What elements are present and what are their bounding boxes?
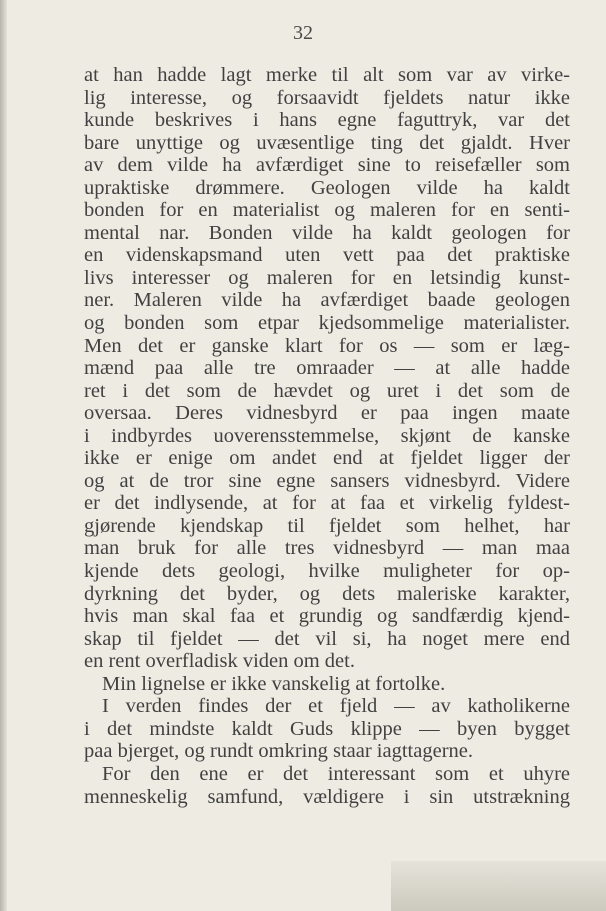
text-line: i det mindste kaldt Guds klippe — byen bygget: [84, 717, 570, 740]
text-line: og bonden som etpar kjedsommelige materialister.: [84, 312, 570, 335]
page-number: 32: [293, 22, 313, 44]
text-line: Men det er ganske klart for os — som er læg-: [84, 334, 570, 357]
text-line: at han hadde lagt merke til alt som var av virke-: [84, 64, 570, 86]
text-line: ret i det som de hævdet og uret i det som de: [84, 379, 570, 402]
text-line: kunde beskrives i hans egne faguttryk, var det: [84, 109, 570, 132]
text-line: lig interesse, og forsaavidt fjeldets natur ikke: [84, 86, 570, 109]
text-line: i indbyrdes uoverensstemmelse, skjønt de kanske: [84, 424, 570, 447]
text-line: man bruk for alle tres vidnesbyrd — man maa: [84, 537, 570, 560]
text-line: mental nar. Bonden vilde ha kaldt geologen for: [84, 221, 570, 244]
page-gutter-shadow: [0, 0, 7, 911]
text-line: mænd paa alle tre omraader — at alle hadde: [84, 357, 570, 380]
text-line: paa bjerget, og rundt omkring staar iagttagerne.: [84, 740, 473, 763]
text-line: er det indlysende, at for at faa et virkelig fyldest-: [84, 492, 570, 515]
text-line: Min lignelse er ikke vanskelig at fortolke.: [102, 672, 446, 695]
text-line: upraktiske drømmere. Geologen vilde ha kaldt: [84, 176, 570, 199]
text-line: dyrkning det byder, og dets maleriske karakter,: [84, 582, 570, 605]
page-stain: [391, 861, 606, 911]
text-line: skap til fjeldet — det vil si, ha noget mere end: [84, 627, 570, 650]
text-line: menneskelig samfund, vældigere i sin utstrækning: [84, 785, 570, 808]
body-text: [84, 64, 570, 808]
text-line: kjende dets geologi, hvilke muligheter for op-: [84, 560, 570, 583]
text-line: livs interesser og maleren for en letsindig kunst-: [84, 266, 570, 289]
text-line: av dem vilde ha avfærdiget sine to reisefæller som: [84, 154, 570, 177]
text-line: en rent overfladisk viden om det.: [84, 650, 355, 673]
text-line: bare unyttige og uvæsentlige ting det gjaldt. Hver: [84, 131, 570, 154]
text-line: og at de tror sine egne sansers vidnesbyrd. Videre: [84, 469, 570, 492]
text-line: I verden findes der et fjeld — av katholikerne: [102, 695, 570, 718]
text-line: en videnskapsmand uten vett paa det praktiske: [84, 244, 570, 267]
text-line: hvis man skal faa et grundig og sandfærdig kjend-: [84, 605, 570, 628]
text-line: gjørende kjendskap til fjeldet som helhet, har: [84, 514, 570, 537]
text-line: ner. Maleren vilde ha avfærdiget baade geologen: [84, 289, 570, 312]
text-line: For den ene er det interessant som et uhyre: [102, 762, 570, 785]
text-line: bonden for en materialist og maleren for en senti-: [84, 199, 570, 222]
text-line: ikke er enige om andet end at fjeldet ligger der: [84, 447, 570, 470]
text-line: oversaa. Deres vidnesbyrd er paa ingen maate: [84, 402, 570, 425]
